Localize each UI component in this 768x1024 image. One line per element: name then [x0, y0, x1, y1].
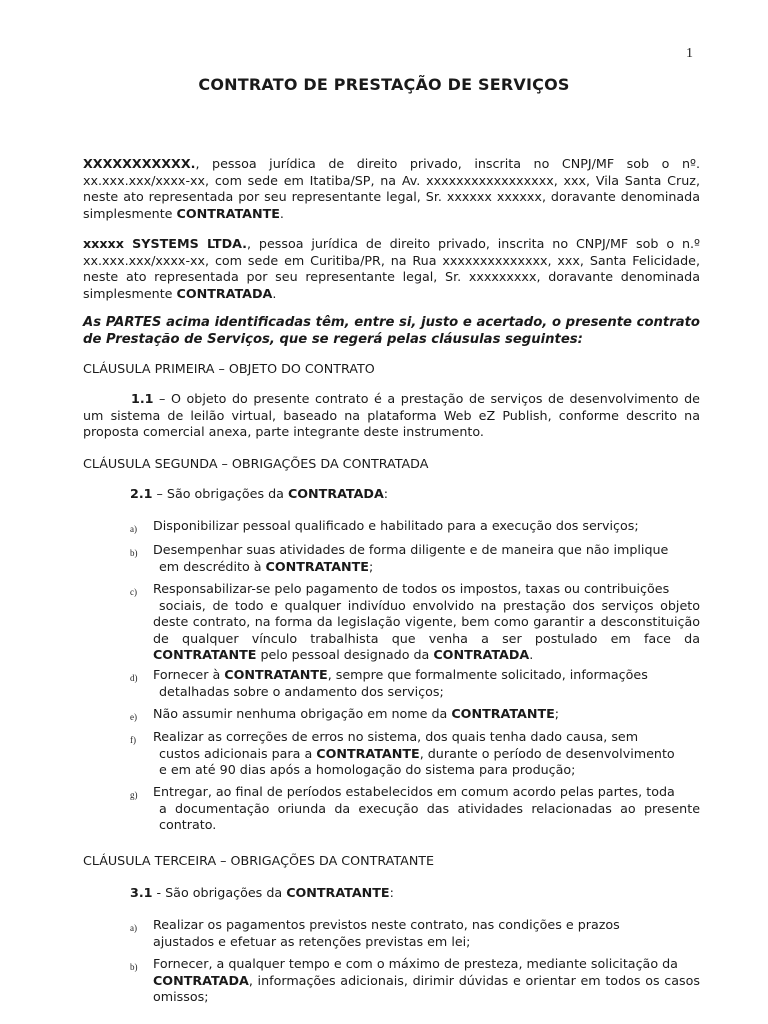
item-text — [153, 729, 700, 779]
clause-2-1-intro — [130, 486, 388, 503]
item-line: Fornecer, a qualquer tempo e com o máximo de presteza, mediante solicitação da — [153, 956, 678, 971]
item-fragment: ; — [368, 558, 374, 574]
item-line — [153, 598, 700, 664]
item-marker: c) — [130, 587, 137, 597]
item-role: CONTRATANTE — [265, 558, 369, 574]
clause-2-item-c — [83, 581, 700, 664]
item-line: Realizar os pagamentos previstos neste contrato, nas condições e prazos — [153, 917, 620, 932]
clause-2-item-e — [83, 706, 700, 723]
item-line — [153, 973, 700, 1006]
item-line: Entregar, ao final de períodos estabelecidos em comum acordo pelas partes, toda — [153, 784, 675, 799]
item-fragment: custos adicionais para a — [159, 745, 317, 761]
item-marker: a) — [130, 923, 137, 933]
page-number: 1 — [686, 46, 693, 61]
item-role: CONTRATANTE — [153, 647, 257, 662]
item-line: Responsabilizar-se pelo pagamento de todos os impostos, taxas ou contribuições — [153, 581, 670, 596]
partes-paragraph: As PARTES acima identificadas têm, entre si, justo e acertado, o presente contrato de Prestação de Serviços, que se regerá pelas cláusulas seguintes: — [83, 315, 700, 347]
contratada-role: CONTRATADA — [176, 285, 273, 301]
contratada-name: xxxxx SYSTEMS LTDA. — [83, 236, 247, 251]
clause-3-1-intro — [130, 885, 394, 902]
item-marker: b) — [130, 548, 138, 558]
item-text — [153, 706, 700, 723]
item-fragment: , durante o período de desenvolvimento — [419, 745, 675, 761]
contratante-text: , pessoa jurídica de direito privado, inscrita no CNPJ/MF sob o nº. xx.xxx.xxx/xxxx-xx, com sede em Itatiba/SP, na Av. xxxxxxxxxxxxxxxxx, xxx, Vila Santa Cruz, neste ato representada por seu representante legal, Sr. xxxxxx xxxxxx, doravante denominada simplesmente — [83, 156, 700, 221]
contratada-end: . — [272, 285, 277, 301]
item-marker: g) — [130, 790, 138, 800]
clause-1-1-text: – O objeto do presente contrato é a prestação de serviços de desenvolvimento de um sistema de leilão virtual, baseado na plataforma Web eZ Publish, conforme descrito na proposta comercial anexa, parte integrante deste instrumento. — [83, 391, 700, 439]
item-text — [153, 784, 700, 834]
item-line: detalhadas sobre o andamento dos serviços; — [159, 683, 444, 699]
item-line: Realizar as correções de erros no sistema, dos quais tenha dado causa, sem — [153, 729, 639, 744]
item-role: CONTRATANTE — [451, 706, 555, 721]
item-fragment: , sempre que formalmente solicitado, informações — [327, 667, 648, 682]
item-marker: f) — [130, 735, 136, 745]
item-role: CONTRATANTE — [316, 745, 420, 761]
contratante-paragraph — [83, 156, 700, 222]
clause-2-item-f — [83, 729, 700, 779]
clause-3-item-b — [83, 956, 700, 1006]
clause-3-1-intro-role: CONTRATANTE — [286, 885, 390, 900]
item-line: ajustados e efetuar as retenções previstas em lei; — [153, 933, 471, 949]
item-text — [153, 956, 700, 1006]
item-marker: a) — [130, 524, 137, 534]
item-fragment: ; — [554, 706, 560, 721]
item-fragment: , informações adicionais, dirimir dúvidas e orientar em todos os casos omissos; — [153, 972, 700, 1004]
item-marker: b) — [130, 962, 138, 972]
clause-2-1-intro-text: – São obrigações da — [152, 486, 288, 501]
item-fragment: Fornecer à — [153, 667, 225, 682]
contratada-text: , pessoa jurídica de direito privado, inscrita no CNPJ/MF sob o n.º xx.xxx.xxx/xxxx-xx, com sede em Curitiba/PR, na Rua xxxxxxxxxxxxxx, xxx, Santa Felicidade, neste ato representada por seu representante legal, Sr. xxxxxxxxx, doravante denominada simplesmente — [83, 236, 701, 301]
item-line — [153, 559, 700, 576]
clause-2-item-b — [83, 542, 700, 575]
item-role: CONTRATADA — [433, 647, 530, 662]
clause-3-1-number: 3.1 — [130, 885, 153, 900]
item-text — [153, 667, 700, 700]
contratada-paragraph — [83, 236, 700, 302]
clause-1-1 — [83, 391, 700, 441]
clause-2-1-intro-role: CONTRATADA — [287, 486, 384, 501]
clause-3-heading: CLÁUSULA TERCEIRA – OBRIGAÇÕES DA CONTRATANTE — [83, 853, 435, 868]
item-text: Disponibilizar pessoal qualificado e habilitado para a execução dos serviços; — [153, 518, 639, 533]
item-line: a documentação oriunda da execução das atividades relacionadas ao presente contrato. — [159, 800, 700, 832]
item-fragment: sociais, de todo e qualquer indivíduo envolvido na prestação dos serviços objeto deste contrato, na forma da legislação vigente, bem como garantir a desconstituição de qualquer vínculo trabalhista que venha a ser postulado em face da — [153, 597, 700, 646]
clause-3-item-a — [83, 917, 700, 950]
item-role: CONTRATANTE — [224, 667, 328, 682]
item-fragment: pelo pessoal designado da — [256, 647, 434, 662]
item-fragment: Não assumir nenhuma obrigação em nome da — [153, 706, 452, 721]
contratante-role: CONTRATANTE — [176, 205, 280, 221]
item-text — [153, 542, 700, 575]
contratante-name: XXXXXXXXXXX. — [83, 156, 196, 171]
item-line — [153, 746, 700, 763]
clause-2-1-number: 2.1 — [130, 486, 153, 501]
clause-2-item-d — [83, 667, 700, 700]
item-line: Desempenhar suas atividades de forma diligente e de maneira que não implique — [153, 542, 669, 557]
item-marker: d) — [130, 673, 138, 683]
clause-2-item-g — [83, 784, 700, 834]
clause-2-1-intro-end: : — [383, 486, 389, 501]
item-line: e em até 90 dias após a homologação do sistema para produção; — [159, 762, 576, 777]
item-role: CONTRATADA — [153, 972, 249, 988]
clause-3-1-intro-end: : — [389, 885, 394, 900]
clause-2-item-a — [83, 518, 700, 535]
item-fragment: . — [529, 647, 534, 662]
clause-1-heading: CLÁUSULA PRIMEIRA – OBJETO DO CONTRATO — [83, 361, 375, 376]
item-fragment: em descrédito à — [159, 558, 266, 574]
item-marker: e) — [130, 712, 137, 722]
item-text — [153, 917, 700, 950]
clause-1-1-number: 1.1 — [131, 391, 154, 406]
clause-3-1-intro-text: - São obrigações da — [152, 885, 287, 900]
document-title: CONTRATO DE PRESTAÇÃO DE SERVIÇOS — [198, 75, 570, 94]
contratante-end: . — [279, 205, 284, 221]
item-text — [153, 581, 700, 664]
clause-2-heading: CLÁUSULA SEGUNDA – OBRIGAÇÕES DA CONTRATADA — [83, 456, 429, 471]
